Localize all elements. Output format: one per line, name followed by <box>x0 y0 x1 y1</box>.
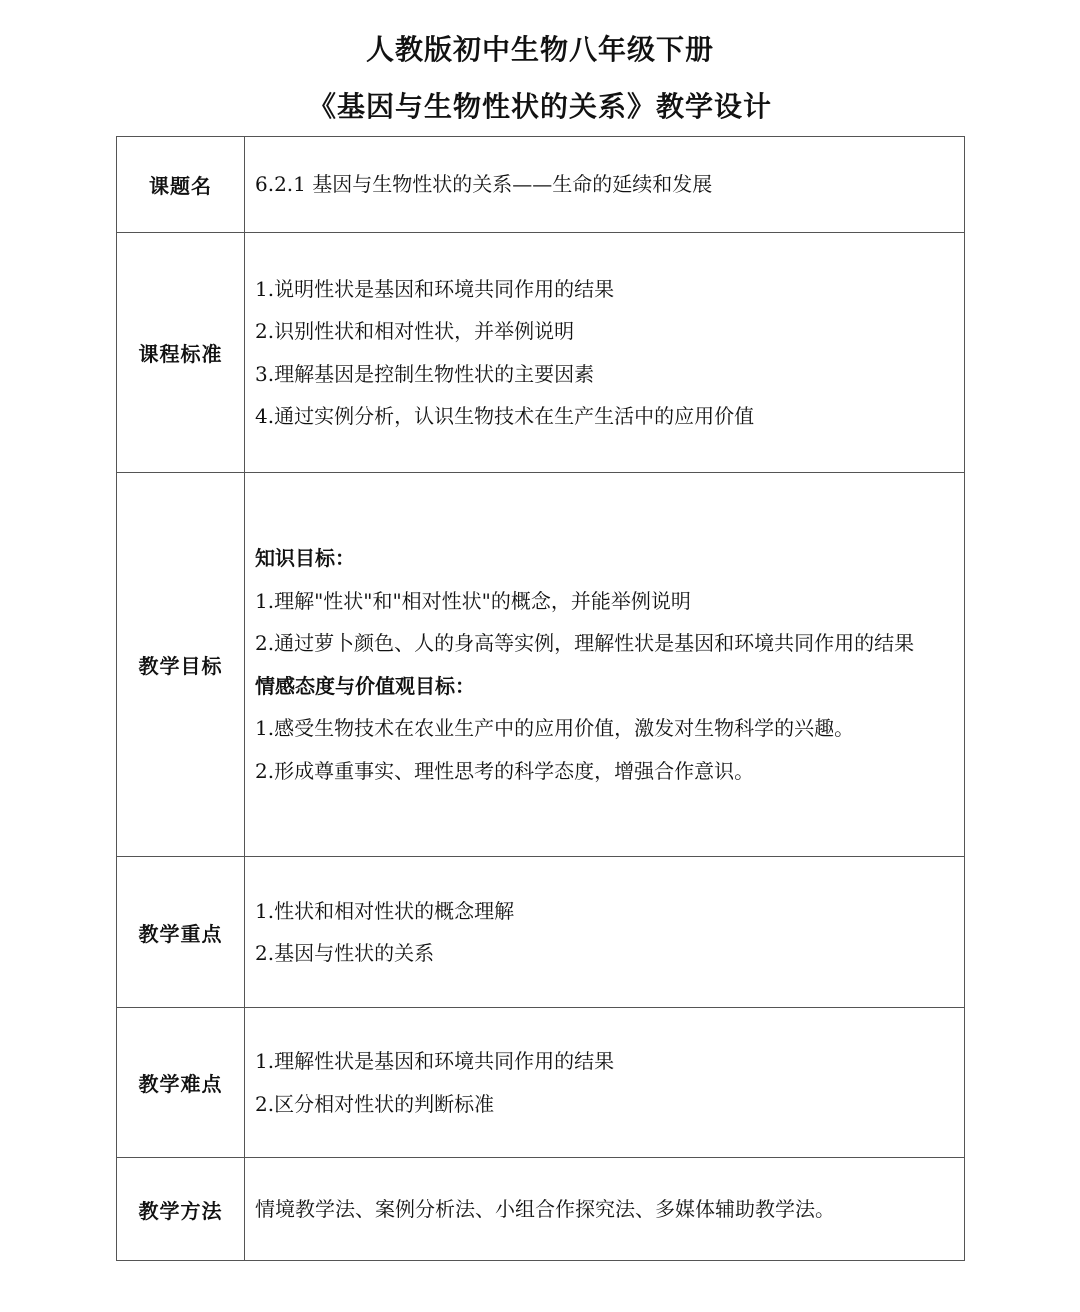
label-difficulties: 教学难点 <box>117 1008 245 1158</box>
standard-item: 3.理解基因是控制生物性状的主要因素 <box>255 361 595 386</box>
content-objectives <box>245 473 965 857</box>
content-standards <box>245 233 965 473</box>
knowledge-objective-item: 2.通过萝卜颜色、人的身高等实例，理解性状是基因和环境共同作用的结果 <box>255 631 915 655</box>
row-topic <box>117 137 965 233</box>
emotion-objective-item: 2.形成尊重事实、理性思考的科学态度，增强合作意识。 <box>255 758 755 783</box>
knowledge-objectives-heading: 知识目标： <box>255 546 355 570</box>
row-methods <box>117 1158 965 1261</box>
emotion-objective-item: 1.感受生物技术在农业生产中的应用价值，激发对生物科学的兴趣。 <box>255 716 855 740</box>
label-key-points: 教学重点 <box>117 857 245 1008</box>
row-standards <box>117 233 965 473</box>
document-subtitle: 《基因与生物性状的关系》教学设计 <box>307 90 772 123</box>
emotion-objectives-heading: 情感态度与价值观目标： <box>255 673 475 698</box>
document-title: 人教版初中生物八年级下册 <box>365 33 714 66</box>
key-point-item: 1.性状和相对性状的概念理解 <box>255 898 515 923</box>
key-point-item: 2.基因与性状的关系 <box>255 941 435 965</box>
lesson-plan-table <box>116 136 965 1261</box>
standard-item: 2.识别性状和相对性状，并举例说明 <box>255 319 575 343</box>
label-topic: 课题名 <box>117 137 245 233</box>
content-methods <box>245 1158 965 1261</box>
methods-text: 情境教学法、案例分析法、小组合作探究法、多媒体辅助教学法。 <box>255 1196 835 1221</box>
difficulty-item: 2.区分相对性状的判断标准 <box>255 1091 495 1116</box>
knowledge-objective-item: 1.理解"性状"和"相对性状"的概念，并能举例说明 <box>255 588 691 613</box>
difficulty-item: 1.理解性状是基因和环境共同作用的结果 <box>255 1049 615 1073</box>
content-topic <box>245 137 965 233</box>
row-objectives <box>117 473 965 857</box>
label-standards: 课程标准 <box>117 233 245 473</box>
standard-item: 4.通过实例分析，认识生物技术在生产生活中的应用价值 <box>255 404 755 428</box>
row-key-points <box>117 857 965 1008</box>
standard-item: 1.说明性状是基因和环境共同作用的结果 <box>255 276 615 301</box>
topic-text: 6.2.1 基因与生物性状的关系——生命的延续和发展 <box>255 172 713 197</box>
label-methods: 教学方法 <box>117 1158 245 1261</box>
content-key-points <box>245 857 965 1008</box>
content-difficulties <box>245 1008 965 1158</box>
label-objectives: 教学目标 <box>117 473 245 857</box>
row-difficulties <box>117 1008 965 1158</box>
